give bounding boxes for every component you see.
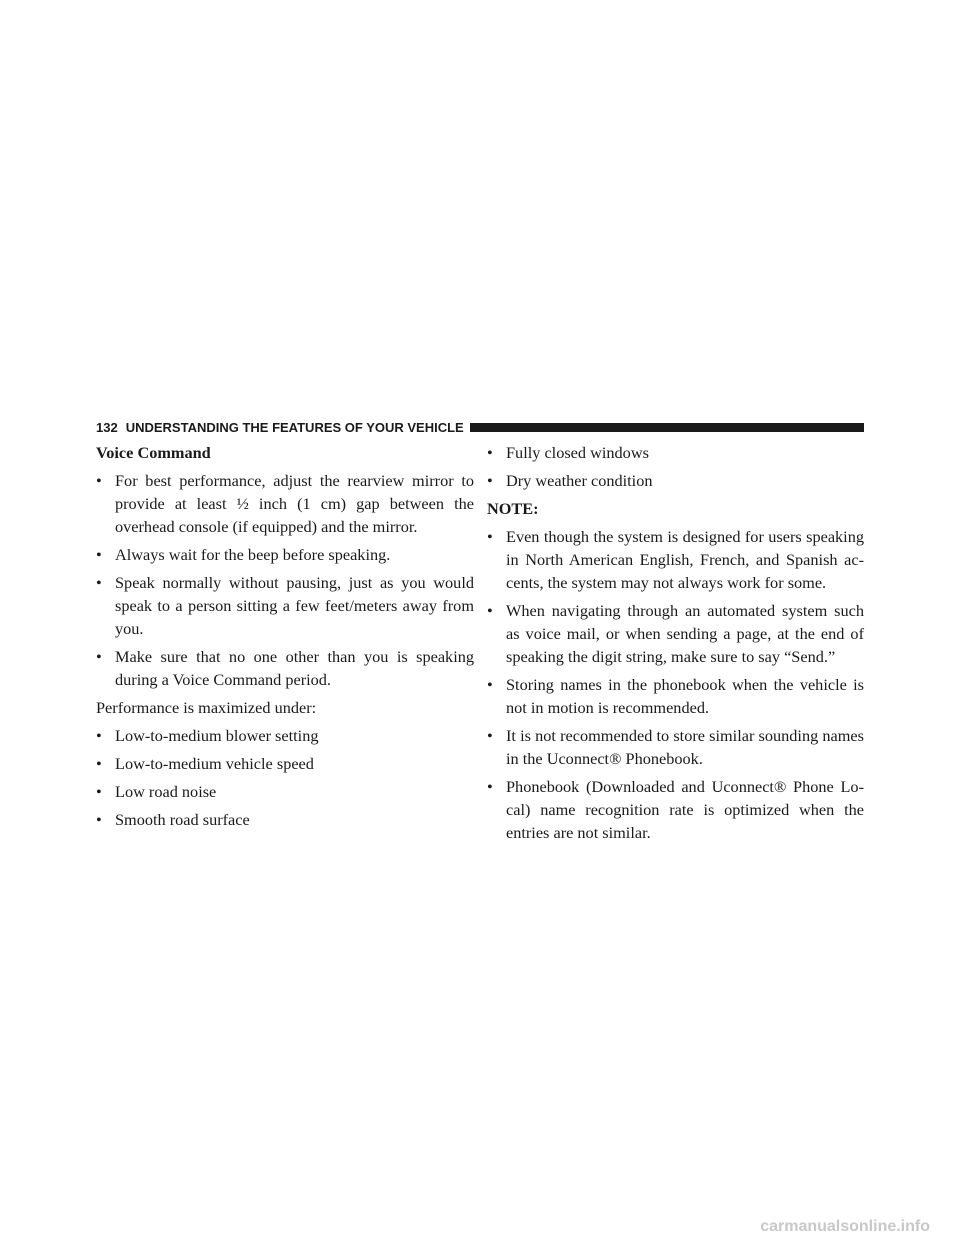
list-item-text: It is not recommended to store similar sounding names in the Uconnect® Phonebook. (506, 726, 864, 768)
performance-intro: Performance is maximized under: (96, 698, 317, 717)
list-item-text: Smooth road surface (115, 810, 250, 829)
list-item-text: Even though the system is designed for users speaking in North American English, French, and Spanish ac- cents, the system may not always work for some. (506, 527, 864, 592)
list-item (487, 525, 864, 594)
list-item (487, 469, 864, 492)
list-item-text: Always wait for the beep before speaking. (115, 545, 391, 564)
list-item (96, 543, 474, 566)
bullet-icon: • (487, 601, 493, 620)
bullet-icon: • (96, 726, 102, 745)
bullet-icon: • (487, 527, 493, 546)
section-title: UNDERSTANDING THE FEATURES OF YOUR VEHICLE (125, 419, 464, 435)
list-item (96, 724, 474, 747)
list-item (96, 780, 474, 803)
list-item-text: Storing names in the phonebook when the vehicle is not in motion is recommended. (506, 675, 864, 717)
list-item (487, 599, 864, 668)
list-item (96, 571, 474, 640)
list-item-text: Low-to-medium vehicle speed (115, 754, 314, 773)
list-item (96, 469, 474, 538)
bullet-icon: • (487, 471, 493, 490)
list-item (96, 645, 474, 691)
bullet-icon: • (487, 675, 493, 694)
watermark: carmanualsonline.info (760, 1218, 930, 1235)
bullet-icon: • (487, 777, 493, 796)
bullet-icon: • (96, 647, 102, 666)
bullet-icon: • (96, 810, 102, 829)
header-rule (470, 423, 864, 432)
list-item-text: Fully closed windows (506, 443, 649, 462)
bullet-icon: • (96, 754, 102, 773)
voice-command-heading: Voice Command (96, 443, 211, 462)
bullet-icon: • (96, 782, 102, 801)
list-item-text: Make sure that no one other than you is speaking during a Voice Command period. (115, 647, 474, 689)
list-item-text: Phonebook (Downloaded and Uconnect® Phone Lo- cal) name recognition rate is optimized when the entries are not similar. (506, 777, 864, 842)
bullet-icon: • (96, 471, 102, 490)
list-item (487, 441, 864, 464)
list-item (96, 752, 474, 775)
list-item-text: Speak normally without pausing, just as you would speak to a person sitting a few feet/meters away from you. (115, 573, 474, 638)
page-number: 132 (96, 419, 118, 435)
list-item-text: For best performance, adjust the rearview mirror to provide at least ½ inch (1 cm) gap between the overhead console (if equipped) and the mirror. (115, 471, 474, 536)
page-header (96, 418, 864, 436)
right-column (487, 441, 864, 849)
bullet-icon: • (487, 726, 493, 745)
list-item-text: Low road noise (115, 782, 217, 801)
left-column (96, 441, 474, 836)
list-item (487, 775, 864, 844)
list-item-text: Dry weather condition (506, 471, 653, 490)
bullet-icon: • (96, 573, 102, 592)
list-item-text: Low-to-medium blower setting (115, 726, 319, 745)
bullet-icon: • (96, 545, 102, 564)
bullet-icon: • (487, 443, 493, 462)
list-item-text: When navigating through an automated system such as voice mail, or when sending a page, at the end of speaking the digit string, make sure to say “Send.” (506, 601, 864, 666)
list-item (487, 673, 864, 719)
note-label: NOTE: (487, 499, 539, 518)
list-item (96, 808, 474, 831)
list-item (487, 724, 864, 770)
